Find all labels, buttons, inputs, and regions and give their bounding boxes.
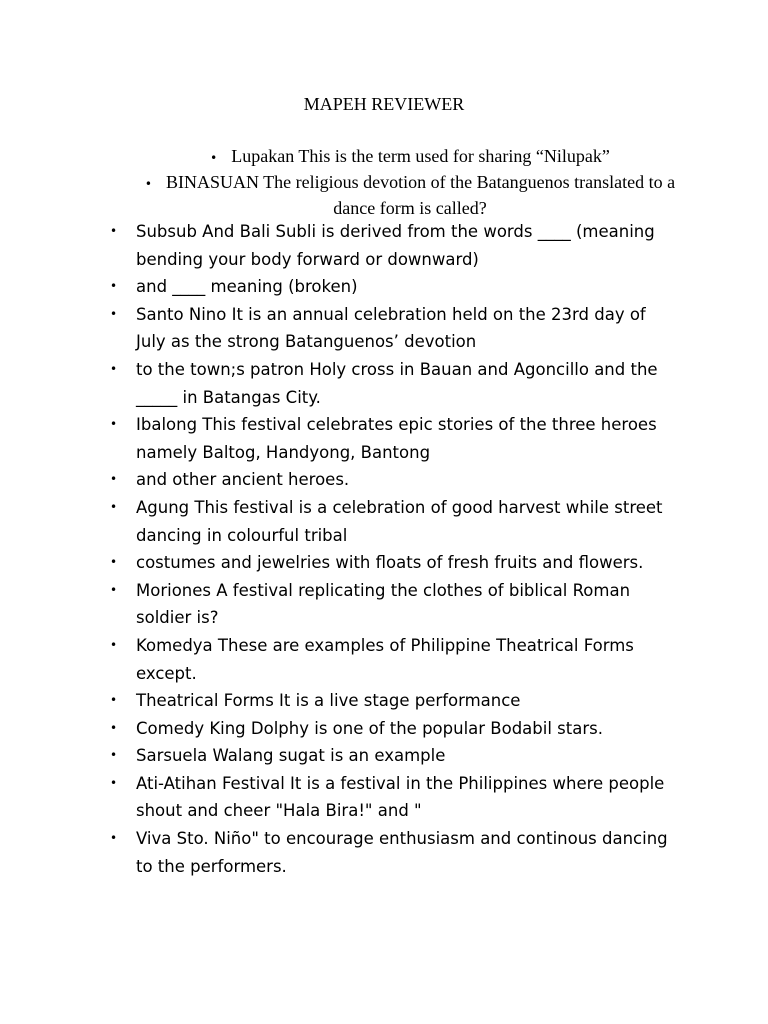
list-item-text: Ibalong This festival celebrates epic stories of the three heroes namely Baltog, Handyong, Bantong xyxy=(136,415,657,462)
reviewer-list xyxy=(110,218,670,880)
list-item-text: Lupakan This is the term used for sharing “Nilupak” xyxy=(231,146,610,166)
list-item xyxy=(140,170,680,220)
bullet-icon: • xyxy=(110,306,118,321)
list-item xyxy=(110,632,670,687)
list-item-text: Viva Sto. Niño" to encourage enthusiasm and continous dancing to the performers. xyxy=(136,829,668,876)
list-item xyxy=(110,273,670,301)
list-item xyxy=(110,466,670,494)
bullet-icon: • xyxy=(110,831,118,846)
list-item xyxy=(110,549,670,577)
bullet-icon: • xyxy=(144,177,152,191)
bullet-icon: • xyxy=(110,361,118,376)
list-item xyxy=(110,494,670,549)
list-item-text: Komedya These are examples of Philippine Theatrical Forms except. xyxy=(136,635,634,683)
list-item-text: Theatrical Forms It is a live stage performance xyxy=(136,691,521,711)
list-item-text: to the town;s patron Holy cross in Bauan and Agoncillo and the _____ in Batangas City. xyxy=(136,359,658,407)
bullet-icon: • xyxy=(110,693,118,708)
intro-list xyxy=(140,144,680,220)
list-item xyxy=(110,301,670,356)
bullet-icon: • xyxy=(110,499,118,514)
list-item-text: and other ancient heroes. xyxy=(136,470,350,490)
list-item-text: Comedy King Dolphy is one of the popular Bodabil stars. xyxy=(136,718,603,738)
list-item xyxy=(110,715,670,743)
list-item-text: Agung This festival is a celebration of good harvest while street dancing in colourful tribal xyxy=(136,497,663,545)
bullet-icon: • xyxy=(110,417,118,432)
bullet-icon: • xyxy=(210,151,218,165)
bullet-icon: • xyxy=(110,279,118,294)
list-item-text: costumes and jewelries with floats of fresh fruits and flowers. xyxy=(136,553,644,573)
list-item-text: and ____ meaning (broken) xyxy=(136,277,358,297)
list-item-text: Sarsuela Walang sugat is an example xyxy=(136,746,446,766)
list-item-text: BINASUAN The religious devotion of the Batanguenos translated to a dance form is called? xyxy=(166,172,676,218)
bullet-icon: • xyxy=(110,555,118,570)
bullet-icon: • xyxy=(110,775,118,790)
list-item xyxy=(110,577,670,632)
bullet-icon: • xyxy=(110,472,118,487)
list-item xyxy=(110,825,670,880)
list-item xyxy=(140,144,680,170)
list-item-text: Santo Nino It is an annual celebration held on the 23rd day of July as the strong Batanguenos’ devotion xyxy=(136,304,646,352)
list-item-text: Subsub And Bali Subli is derived from the words ____ (meaning bending your body forward or downward) xyxy=(136,222,655,269)
bullet-icon: • xyxy=(110,748,118,763)
list-item xyxy=(110,356,670,411)
list-item xyxy=(110,411,670,466)
bullet-icon: • xyxy=(110,224,118,238)
bullet-icon: • xyxy=(110,637,118,652)
list-item-text: Moriones A festival replicating the clothes of biblical Roman soldier is? xyxy=(136,580,631,628)
list-item xyxy=(110,770,670,825)
list-item-text: Ati-Atihan Festival It is a festival in the Philippines where people shout and cheer "Hala Bira!" and " xyxy=(136,773,665,821)
page-title: MAPEH REVIEWER xyxy=(303,94,465,114)
list-item xyxy=(110,218,670,273)
list-item xyxy=(110,687,670,715)
bullet-icon: • xyxy=(110,582,118,597)
bullet-icon: • xyxy=(110,720,118,735)
list-item xyxy=(110,742,670,770)
